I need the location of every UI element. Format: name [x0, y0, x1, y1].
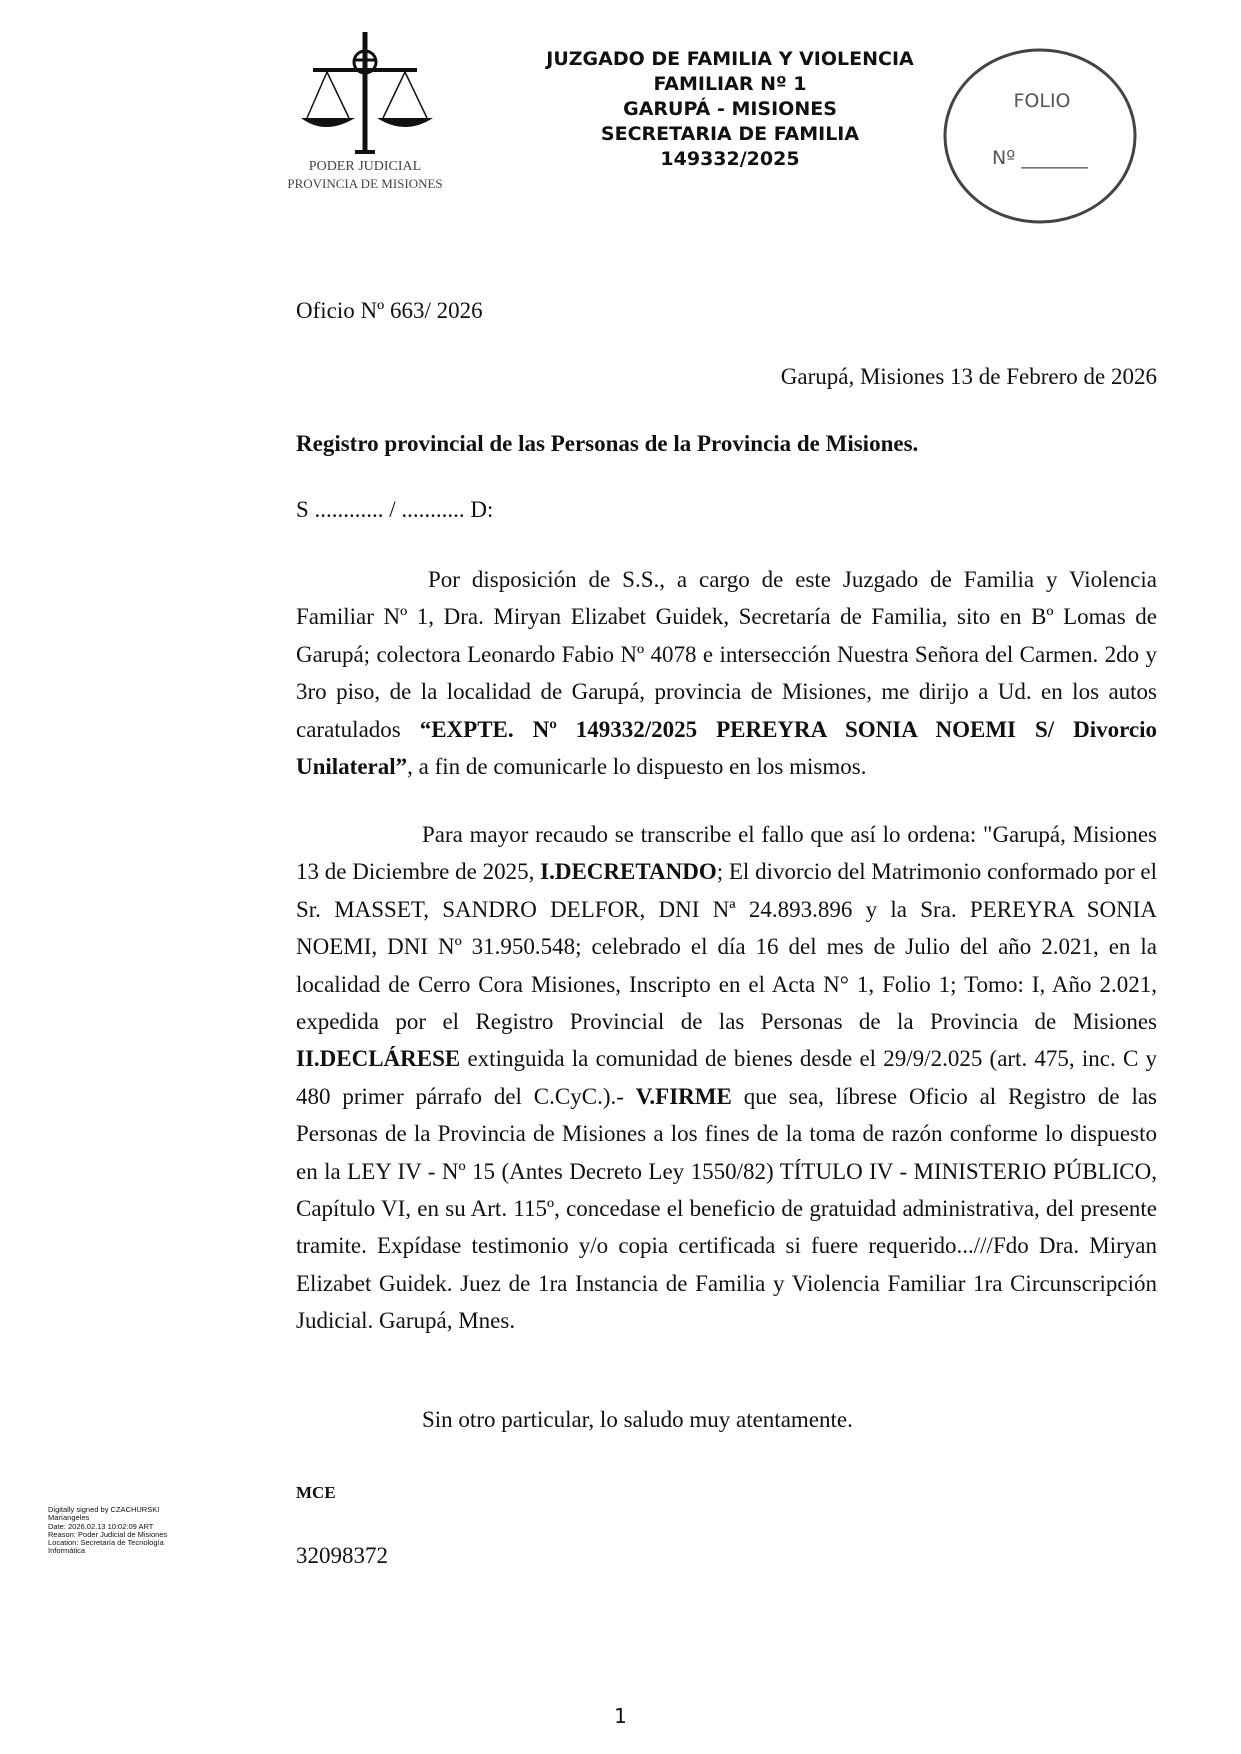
signature-line: Reason: Poder Judicial de Misiones: [48, 1529, 168, 1539]
case-number: 149332/2025: [660, 148, 800, 170]
signature-line: Location: Secretaría de Tecnología: [48, 1538, 164, 1548]
court-header-line: JUZGADO DE FAMILIA Y VIOLENCIA: [546, 48, 914, 70]
court-header-line: SECRETARIA DE FAMILIA: [600, 123, 860, 145]
salutation: S ............ / ........... D:: [296, 497, 494, 522]
case-caption: “EXPTE. Nº 149332/2025 PEREYRA SONIA NOEMI S/ Divorcio Unilateral”: [296, 716, 1157, 780]
body-paragraph-2: [296, 816, 1157, 1340]
folio-stamp: [942, 46, 1138, 226]
court-header-line: GARUPÁ - MISIONES: [623, 98, 837, 120]
author-initials: MCE: [296, 1483, 336, 1502]
digital-signature: [48, 1506, 198, 1556]
signature-line: Informática: [48, 1546, 86, 1556]
signature-line: Maríangeles: [48, 1513, 90, 1523]
oficio-number: Oficio Nº 663/ 2026: [296, 298, 483, 323]
ruling-firme: V.FIRME: [635, 1083, 732, 1109]
folio-label: FOLIO: [1013, 90, 1071, 112]
closing-line: Sin otro particular, lo saludo muy atentamente.: [422, 1407, 853, 1432]
signature-line: Digitally signed by CZACHURSKI: [48, 1505, 160, 1514]
text-segment: extinguida la comunidad de bienes desde el 29/9/2.025 (art. 475, inc. C y 480 primer párrafo del C.CyC.).-: [296, 1046, 1157, 1109]
judicial-logo: [287, 32, 517, 222]
court-header-line: FAMILIAR Nº 1: [653, 73, 807, 95]
ruling-declarese: II.DECLÁRESE: [296, 1046, 461, 1072]
text-segment: ; El divorcio del Matrimonio conformado por el Sr. MASSET, SANDRO DELFOR, DNI Nª 24.893.896 y la Sra. PEREYRA SONIA NOEMI, DNI Nº 31.950.548; celebrado el día 16 del mes de Julio del año 2.021, en la localidad de Cerro Cora Misiones, Inscripto en el Acta N° 1, Folio 1; Tomo: I, Año 2.021, expedida por el Registro Provincial de las Personas de la Provincia de Misiones: [296, 859, 1158, 1035]
stamp-circle: [945, 50, 1135, 222]
recipient: Registro provincial de las Personas de la Provincia de Misiones.: [296, 431, 919, 456]
text-segment: Por disposición de S.S., a cargo de este Juzgado de Familia y Violencia Familiar Nº 1, Dra. Miryan Elizabet Guidek, Secretaría de Familia, sito en Bº Lomas de Garupá; colectora Leonardo Fabio Nº 4078 e intersección Nuestra Señora del Carmen. 2do y 3ro piso, de la localidad de Garupá, provincia de Misiones, me dirijo a Ud. en los autos caratulados: [296, 567, 1157, 742]
court-header: [520, 47, 940, 172]
folio-number-label: Nº _______: [992, 147, 1088, 169]
text-segment: Para mayor recaudo se transcribe el fallo que así lo ordena: "Garupá, Misiones 13 de Diciembre de 2025,: [296, 822, 1157, 885]
text-segment: que sea, líbrese Oficio al Registro de las Personas de la Provincia de Misiones a los fines de la toma de razón conforme lo dispuesto en la LEY IV - Nº 15 (Antes Decreto Ley 1550/82) TÍTULO IV - MINISTERIO PÚBLICO, Capítulo VI, en su Art. 115º, concedase el beneficio de gratuidad administrativa, del presente tramite. Expídase testimonio y/o copia certificada si fuere requerido...///Fdo Dra. Miryan Elizabet Guidek. Juez de 1ra Instancia de Familia y Violencia Familiar 1ra Circunscripción Judicial. Garupá, Mnes.: [296, 1083, 1157, 1334]
document-number: 32098372: [296, 1543, 388, 1568]
body-paragraph-1: [296, 561, 1157, 785]
date-line: Garupá, Misiones 13 de Febrero de 2026: [780, 364, 1157, 389]
text-segment: , a fin de comunicarle lo dispuesto en los mismos.: [407, 754, 867, 780]
signature-line: Date: 2026.02.13 10:02:09 ART: [48, 1521, 154, 1531]
logo-line-1: PODER JUDICIAL: [308, 159, 422, 174]
logo-line-2: PROVINCIA DE MISIONES: [287, 176, 443, 191]
scales-of-justice-icon: [287, 32, 517, 222]
page-number: 1: [614, 1704, 627, 1728]
ruling-decretando: I.DECRETANDO: [540, 859, 717, 885]
